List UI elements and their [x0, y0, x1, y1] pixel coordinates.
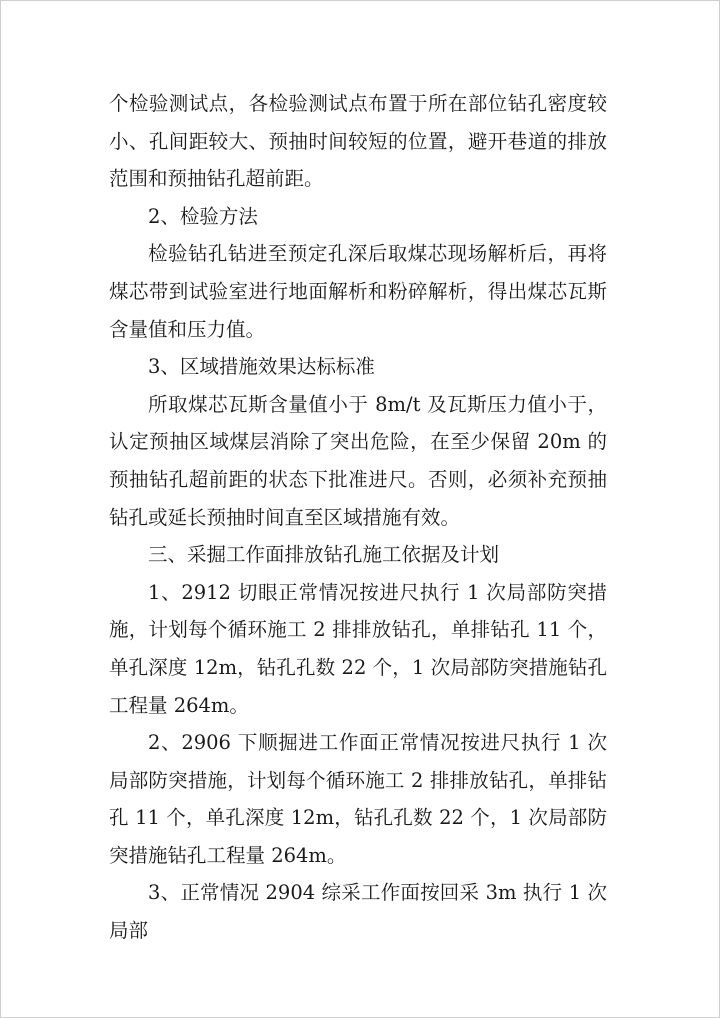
chapter-heading: 三、采掘工作面排放钻孔施工依据及计划: [148, 543, 500, 567]
section-heading: 2、检验方法: [148, 204, 258, 228]
paragraph: 1、2912 切眼正常情况按进尺执行 1 次局部防突措施，计划每个循环施工 2 排排放钻孔，单排钻孔 11 个，单孔深度 12m，钻孔孔数 22 个，1 次局部防突措施钻孔工程量 264m。: [109, 580, 607, 717]
section-heading: 3、区域措施效果达标标准: [148, 355, 375, 379]
document-body: [109, 85, 607, 950]
paragraph: 检验钻孔钻进至预定孔深后取煤芯现场解析后，再将煤芯带到试验室进行地面解析和粉碎解析，得出煤芯瓦斯含量值和压力值。: [109, 242, 607, 341]
paragraph: 3、正常情况 2904 综采工作面按回采 3m 执行 1 次局部: [109, 881, 607, 943]
paragraph: 2、2906 下顺掘进工作面正常情况按进尺执行 1 次局部防突措施，计划每个循环施工 2 排排放钻孔，单排钻孔 11 个，单孔深度 12m，钻孔孔数 22 个，1 次局部防突措施钻孔工程量 264m。: [109, 731, 607, 867]
paragraph: 个检验测试点，各检验测试点布置于所在部位钻孔密度较小、孔间距较大、预抽时间较短的位置，避开巷道的排放范围和预抽钻孔超前距。: [109, 92, 607, 191]
paragraph: 所取煤芯瓦斯含量值小于 8m/t 及瓦斯压力值小于，认定预抽区域煤层消除了突出危险，在至少保留 20m 的预抽钻孔超前距的状态下批准进尺。否则，必须补充预抽钻孔或延长预抽时间直至区域措施有效。: [109, 392, 607, 529]
